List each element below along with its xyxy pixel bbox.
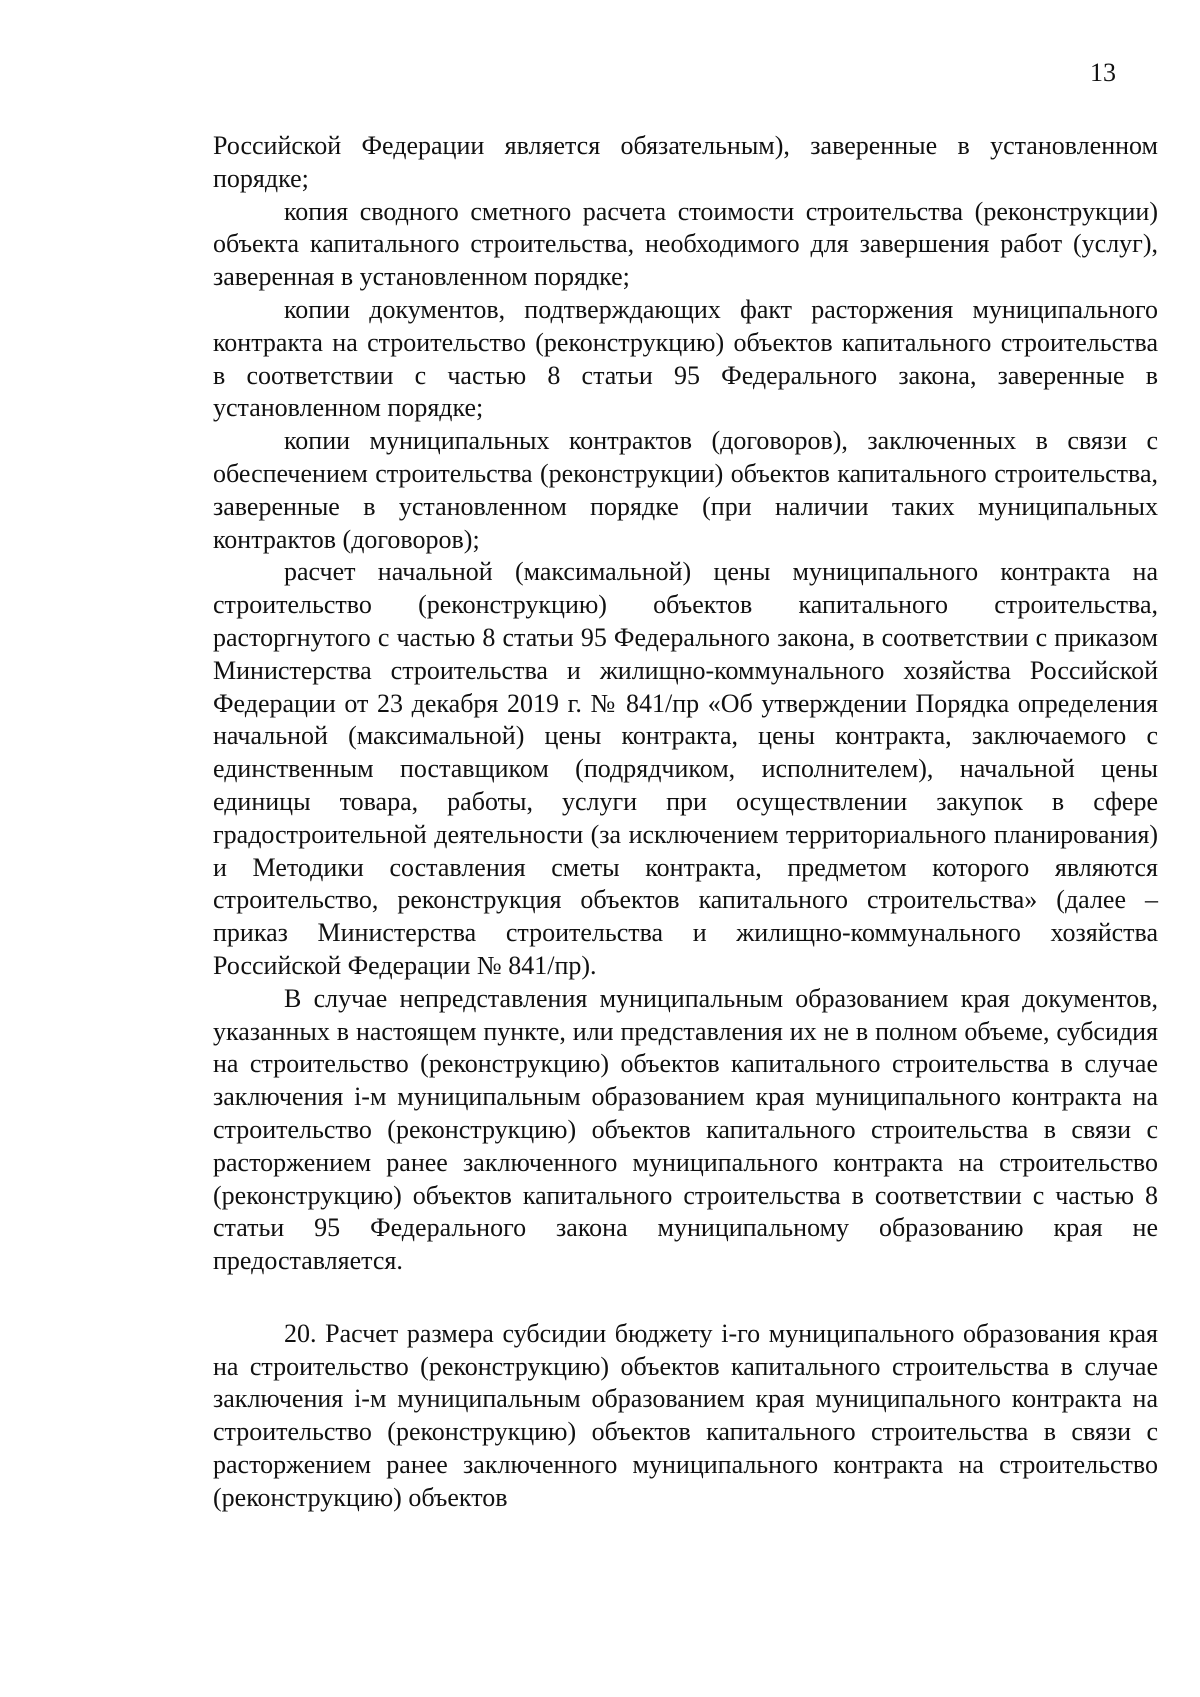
section-spacer bbox=[213, 1278, 1158, 1318]
paragraph-section-20: 20. Расчет размера субсидии бюджету i-го муниципального образования края на строительство (реконструкцию) объектов капитального строительства в случае заключения i-м муниципальным образованием края муниципального контракта на строительство (реконструкцию) объектов капитального строительства в связи с расторжением ранее заключенного муниципального контракта на строительство (реконструкцию) объектов bbox=[213, 1318, 1158, 1512]
paragraph-estimate-copy: копия сводного сметного расчета стоимости строительства (реконструкции) объекта капитального строительства, необходимого для завершения работ (услуг), заверенная в установленном порядке; bbox=[213, 196, 1158, 292]
paragraph-continuation: Российской Федерации является обязательным), заверенные в установленном порядке; bbox=[213, 131, 1158, 193]
paragraph-termination-documents: копии документов, подтверждающих факт расторжения муниципального контракта на строительство (реконструкцию) объектов капитального строительства в соответствии с частью 8 статьи 95 Федерального закона, заверенные в установленном порядке; bbox=[213, 294, 1158, 423]
paragraph-contract-copies: копии муниципальных контрактов (договоров), заключенных в связи с обеспечением строительства (реконструкции) объектов капитального строительства, заверенные в установленном порядке (при наличии таких муниципальных контрактов (договоров); bbox=[213, 426, 1158, 554]
paragraph-non-submission: В случае непредставления муниципальным образованием края документов, указанных в настоящем пункте, или представления их не в полном объеме, субсидия на строительство (реконструкцию) объектов капитального строительства в случае заключения i-м муниципальным образованием края муниципального контракта на строительство (реконструкцию) объектов капитального строительства в связи с расторжением ранее заключенного муниципального контракта на строительство (реконструкцию) объектов капитального строительства в соответствии с частью 8 статьи 95 Федерального закона муниципальному образованию края не предоставляется. bbox=[213, 983, 1158, 1276]
paragraph-price-calculation: расчет начальной (максимальной) цены муниципального контракта на строительство (реконструкцию) объектов капитального строительства, расторгнутого с частью 8 статьи 95 Федерального закона, в соответствии с приказом Министерства строительства и жилищно-коммунального хозяйства Российской Федерации от 23 декабря 2019 г. № 841/пр «Об утверждении Порядка определения начальной (максимальной) цены контракта, цены контракта, заключаемого с единственным поставщиком (подрядчиком, исполнителем), начальной цены единицы товара, работы, услуги при осуществлении закупок в сфере градостроительной деятельности (за исключением территориального планирования) и Методики составления сметы контракта, предметом которого являются строительство, реконструкция объектов капитального строительства» (далее – приказ Министерства строительства и жилищно-коммунального хозяйства Российской Федерации № 841/пр). bbox=[213, 557, 1158, 980]
document-body bbox=[213, 130, 1158, 1515]
page-number: 13 bbox=[1090, 58, 1116, 87]
